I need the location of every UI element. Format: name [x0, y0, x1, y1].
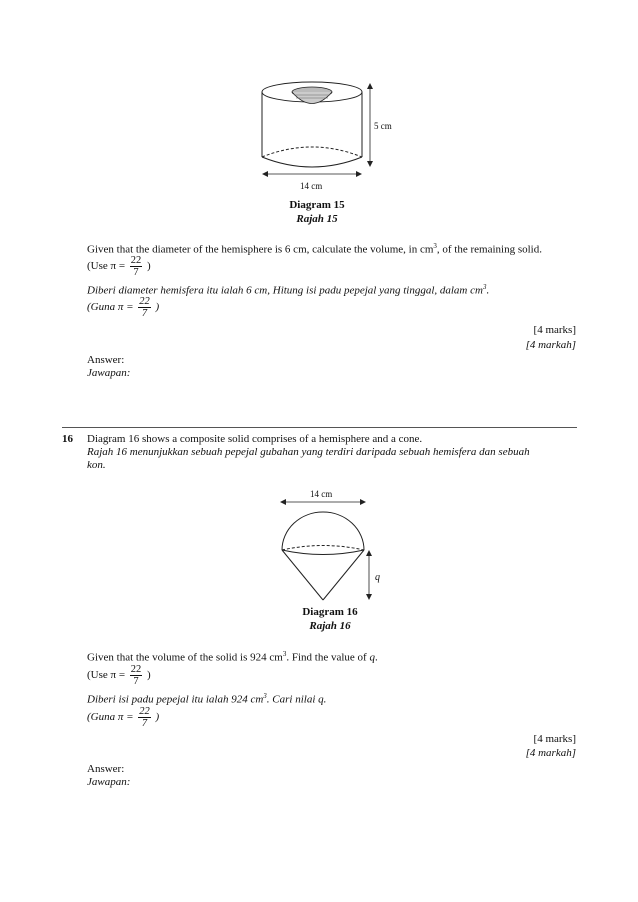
q15-marks: [4 marks] [533, 324, 576, 336]
q16-answer-label: Answer: [87, 763, 125, 775]
q16-number: 16 [62, 433, 73, 445]
q16-use-pi-en: (Use π = $\frac{22}{7}$ ) [87, 664, 151, 687]
diagram-15-caption-malay: Rajah 15 [296, 213, 338, 225]
q16-intro-malay-line1: Rajah 16 menunjukkan sebuah pepejal gubahan yang terdiri daripada sebuah hemisfera dan sebuah [87, 446, 530, 458]
q16-use-pi-malay: (Guna π = $\frac{22}{7}$ ) [87, 706, 160, 729]
q16-marks-malay: [4 markah] [525, 747, 576, 759]
diagram-15-cylinder [250, 75, 410, 195]
q15-use-pi-en: (Use π = $\frac{22}{7}$ ) [87, 255, 151, 278]
q16-intro-malay-line2: kon. [87, 459, 106, 471]
diagram-15-width-label: 14 cm [300, 181, 323, 191]
diagram-16-width-label: 14 cm [310, 489, 333, 499]
pi-fraction: $\frac{22}{7}$ [139, 296, 150, 319]
q16-question-malay: Diberi isi padu pepejal itu ialah 924 $cm^3$. Cari nilai q. [87, 692, 327, 706]
q15-question-en: Given that the diameter of the hemisphere is 6 cm, calculate the volume, in $cm^3$, of the remaining solid. [87, 242, 542, 256]
diagram-16-height-label: q [375, 572, 380, 583]
diagram-16-composite-solid [265, 493, 385, 605]
question-divider [62, 427, 577, 428]
diagram-16-caption: Diagram 16 [302, 606, 358, 618]
q16-marks: [4 marks] [533, 733, 576, 745]
q15-question-malay: Diberi diameter hemisfera itu ialah 6 cm, Hitung isi padu pepejal yang tinggal, dalam $cm^3$. [87, 283, 490, 297]
q15-use-pi-malay: (Guna π = $\frac{22}{7}$ ) [87, 296, 160, 319]
pi-fraction: $\frac{22}{7}$ [139, 706, 150, 729]
diagram-15-height-label: 5 cm [374, 121, 392, 131]
q16-intro-en: Diagram 16 shows a composite solid comprises of a hemisphere and a cone. [87, 433, 423, 445]
q16-question-en: Given that the volume of the solid is 924 $cm^3$. Find the value of q. [87, 650, 378, 664]
diagram-15-caption: Diagram 15 [289, 199, 345, 211]
pi-fraction: $\frac{22}{7}$ [130, 255, 142, 278]
q15-answer-label: Answer: [87, 354, 125, 366]
pi-fraction: $\frac{22}{7}$ [130, 664, 142, 687]
q15-answer-label-malay: Jawapan: [87, 367, 131, 379]
q15-marks-malay: [4 markah] [525, 339, 576, 351]
diagram-16-caption-malay: Rajah 16 [309, 620, 351, 632]
q16-answer-label-malay: Jawapan: [87, 776, 131, 788]
